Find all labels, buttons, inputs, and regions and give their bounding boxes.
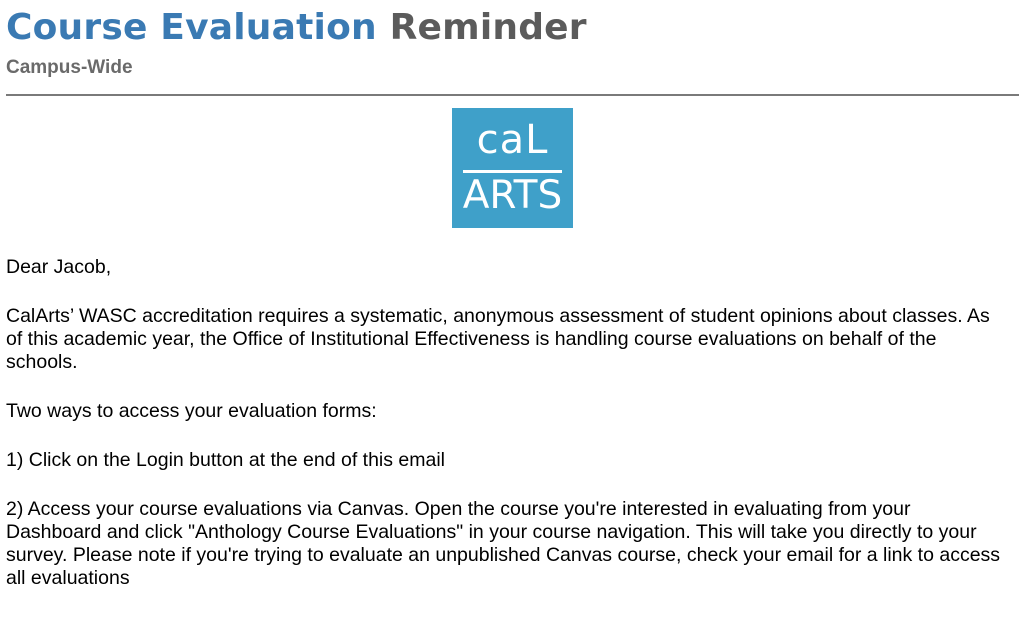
email-subtitle: Campus-Wide bbox=[6, 57, 133, 78]
header-divider bbox=[6, 94, 1019, 96]
logo-bottom-text: ARTS bbox=[462, 173, 563, 218]
calarts-logo bbox=[452, 108, 573, 228]
greeting: Dear Jacob, bbox=[6, 256, 112, 278]
email-title bbox=[6, 6, 1024, 50]
title-rest: Reminder bbox=[389, 7, 587, 48]
ways-heading: Two ways to access your evaluation forms: bbox=[6, 400, 377, 422]
intro-paragraph: CalArts’ WASC accreditation requires a systematic, anonymous assessment of student opinions about classes. As of this academic year, the Office of Institutional Effectiveness is handling course evaluations on behalf of the schools. bbox=[6, 305, 990, 373]
title-accent: Course Evaluation bbox=[6, 7, 377, 48]
way-2-canvas: 2) Access your course evaluations via Canvas. Open the course you're interested in evaluating from your Dashboard and click "Anthology Course Evaluations" in your course navigation. This will take you directly to your survey. Please note if you're trying to evaluate an unpublished Canvas course, check your email for a link to access all evaluations bbox=[6, 498, 1001, 589]
way-1-login: 1) Click on the Login button at the end of this email bbox=[6, 449, 446, 471]
email-header bbox=[6, 6, 1024, 80]
logo-top-text: caL bbox=[476, 117, 549, 163]
email-body bbox=[6, 256, 1011, 616]
